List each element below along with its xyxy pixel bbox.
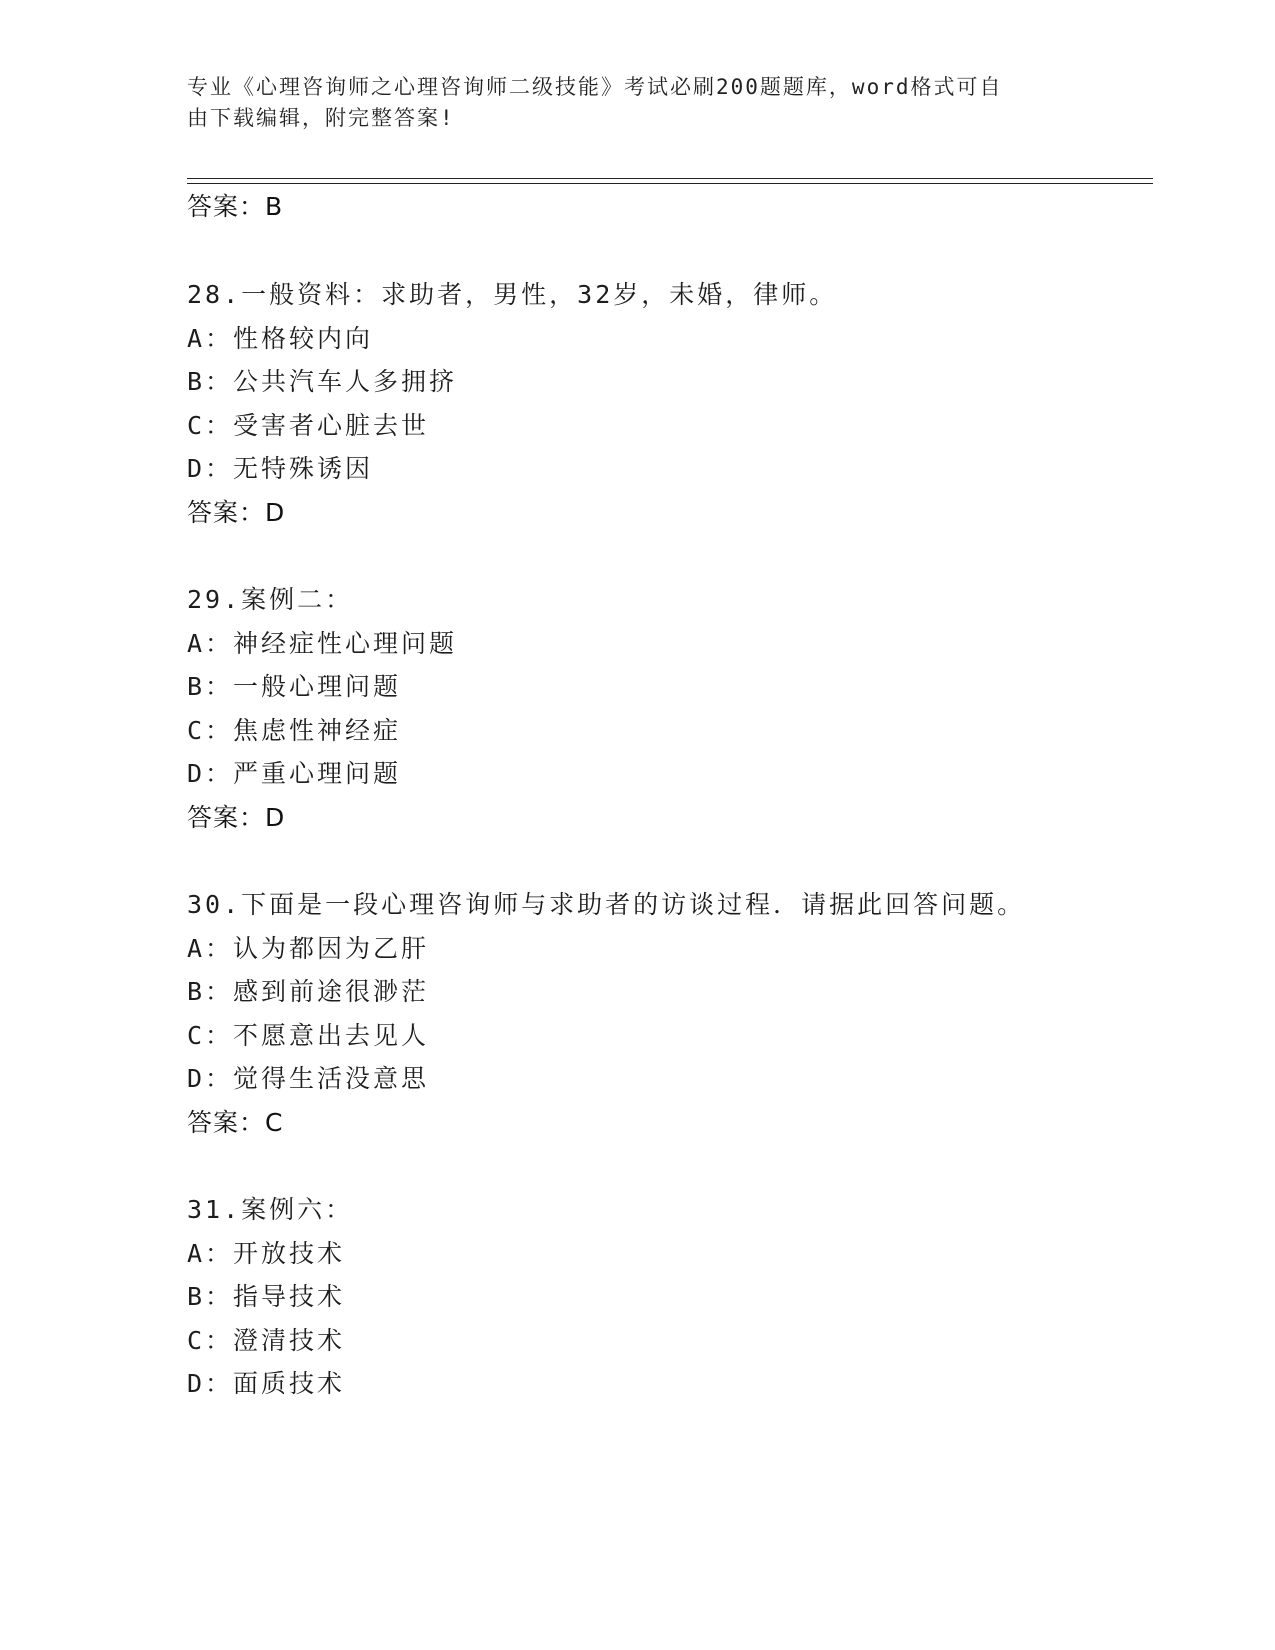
header-line-1: 专业《心理咨询师之心理咨询师二级技能》考试必刷200题题库，word格式可自: [187, 75, 1003, 99]
question-28-option-d: D：无特殊诱因: [187, 454, 374, 483]
question-30-answer: 答案：C: [187, 1108, 284, 1137]
header-divider-bottom: [187, 183, 1153, 184]
question-29-option-a: A：神经症性心理问题: [187, 629, 458, 658]
question-31-option-c: C：澄清技术: [187, 1326, 346, 1355]
question-29-answer: 答案：D: [187, 803, 286, 832]
question-31-stem: 31.案例六：: [187, 1195, 354, 1224]
question-29-option-b: B：一般心理问题: [187, 672, 402, 701]
question-30-option-b: B：感到前途很渺茫: [187, 977, 430, 1006]
header-divider-top: [187, 178, 1153, 179]
question-30-stem: 30.下面是一段心理咨询师与求助者的访谈过程．请据此回答问题。: [187, 890, 1026, 919]
answer-previous: 答案：B: [187, 192, 284, 221]
question-28-option-a: A：性格较内向: [187, 324, 374, 353]
question-28-option-b: B：公共汽车人多拥挤: [187, 367, 458, 396]
question-28-option-c: C：受害者心脏去世: [187, 411, 430, 440]
question-29-option-d: D：严重心理问题: [187, 759, 402, 788]
question-29-stem: 29.案例二：: [187, 585, 354, 614]
question-30-option-c: C：不愿意出去见人: [187, 1021, 430, 1050]
question-31-option-a: A：开放技术: [187, 1239, 346, 1268]
question-29-option-c: C：焦虑性神经症: [187, 716, 402, 745]
question-31-option-d: D：面质技术: [187, 1369, 346, 1398]
question-28-answer: 答案：D: [187, 498, 286, 527]
document-header: [187, 72, 1067, 134]
question-28-stem: 28.一般资料：求助者，男性，32岁，未婚，律师。: [187, 280, 838, 309]
question-30-option-d: D：觉得生活没意思: [187, 1064, 430, 1093]
question-30-option-a: A：认为都因为乙肝: [187, 934, 430, 963]
header-line-2: 由下载编辑，附完整答案!: [187, 106, 455, 130]
question-31-option-b: B：指导技术: [187, 1282, 346, 1311]
